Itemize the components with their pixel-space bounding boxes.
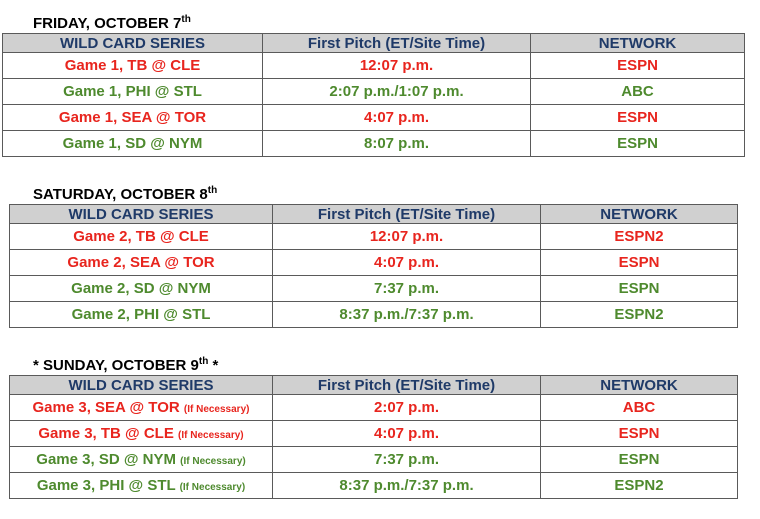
- header-network: NETWORK: [541, 376, 738, 395]
- table-row: [3, 53, 745, 79]
- day-title-friday: [33, 15, 191, 32]
- game-label: Game 2, SD @ NYM: [71, 280, 211, 297]
- table-row: [10, 302, 738, 328]
- first-pitch-cell: 8:37 p.m./7:37 p.m.: [273, 302, 541, 328]
- table-row: [10, 473, 738, 499]
- table-body: [3, 53, 745, 157]
- first-pitch-cell: 12:07 p.m.: [273, 224, 541, 250]
- day-label: FRIDAY, OCTOBER 7: [33, 15, 182, 32]
- first-pitch-cell: 7:37 p.m.: [273, 276, 541, 302]
- first-pitch-cell: 4:07 p.m.: [273, 250, 541, 276]
- table-header-row: [10, 205, 738, 224]
- game-label: Game 3, PHI @ STL: [36, 477, 176, 494]
- day-suffix: *: [208, 357, 219, 374]
- game-label: Game 1, PHI @ STL: [63, 83, 202, 100]
- schedule-table-saturday: [9, 204, 738, 328]
- day-label: SUNDAY, OCTOBER 9: [43, 357, 199, 374]
- header-series: WILD CARD SERIES: [10, 376, 273, 395]
- table-row: [10, 447, 738, 473]
- first-pitch-cell: 4:07 p.m.: [263, 105, 531, 131]
- day-ordinal: th: [207, 185, 218, 196]
- game-label: Game 2, PHI @ STL: [71, 306, 211, 323]
- if-necessary-note: (If Necessary): [183, 404, 250, 415]
- game-label: Game 3, SD @ NYM: [36, 451, 176, 468]
- header-network: NETWORK: [541, 205, 738, 224]
- first-pitch-cell: 12:07 p.m.: [263, 53, 531, 79]
- first-pitch-cell: 2:07 p.m./1:07 p.m.: [263, 79, 531, 105]
- header-network: NETWORK: [531, 34, 745, 53]
- first-pitch-cell: 8:07 p.m.: [263, 131, 531, 157]
- network-cell: ABC: [541, 395, 738, 421]
- table-row: [10, 224, 738, 250]
- game-cell: [10, 250, 273, 276]
- game-cell: [10, 447, 273, 473]
- table-row: [3, 131, 745, 157]
- header-series: WILD CARD SERIES: [10, 205, 273, 224]
- day-label: SATURDAY, OCTOBER 8: [33, 186, 208, 203]
- day-prefix: *: [33, 357, 44, 374]
- game-cell: [10, 395, 273, 421]
- first-pitch-cell: 7:37 p.m.: [273, 447, 541, 473]
- day-title-sunday: [33, 357, 218, 374]
- header-series: WILD CARD SERIES: [3, 34, 263, 53]
- network-cell: ESPN: [541, 276, 738, 302]
- game-label: Game 3, SEA @ TOR: [32, 399, 180, 416]
- game-label: Game 1, SEA @ TOR: [58, 109, 207, 126]
- network-cell: ESPN: [541, 250, 738, 276]
- day-title-saturday: [33, 186, 217, 203]
- table-row: [10, 250, 738, 276]
- game-cell: [3, 131, 263, 157]
- game-label: Game 3, TB @ CLE: [38, 425, 174, 442]
- network-cell: ESPN2: [541, 473, 738, 499]
- game-cell: [10, 224, 273, 250]
- game-label: Game 2, SEA @ TOR: [67, 254, 215, 271]
- game-cell: [3, 79, 263, 105]
- network-cell: ESPN: [531, 53, 745, 79]
- network-cell: ESPN: [531, 131, 745, 157]
- table-row: [10, 276, 738, 302]
- network-cell: ESPN2: [541, 302, 738, 328]
- table-body: [10, 395, 738, 499]
- day-ordinal: th: [181, 14, 191, 25]
- network-cell: ESPN: [541, 447, 738, 473]
- if-necessary-note: (If Necessary): [178, 430, 244, 441]
- game-cell: [10, 473, 273, 499]
- first-pitch-cell: 8:37 p.m./7:37 p.m.: [273, 473, 541, 499]
- network-cell: ESPN: [531, 105, 745, 131]
- game-cell: [3, 105, 263, 131]
- game-cell: [10, 421, 273, 447]
- if-necessary-note: (If Necessary): [179, 482, 246, 493]
- table-row: [10, 421, 738, 447]
- game-label: Game 2, TB @ CLE: [73, 228, 209, 245]
- game-label: Game 1, SD @ NYM: [62, 135, 203, 152]
- schedule-table-friday: [2, 33, 745, 157]
- network-cell: ESPN2: [541, 224, 738, 250]
- table-row: [3, 105, 745, 131]
- header-first-pitch: First Pitch (ET/Site Time): [263, 34, 531, 53]
- table-row: [10, 395, 738, 421]
- game-cell: [10, 302, 273, 328]
- table-header-row: [3, 34, 745, 53]
- first-pitch-cell: 4:07 p.m.: [273, 421, 541, 447]
- table-body: [10, 224, 738, 328]
- schedule-table-sunday: [9, 375, 738, 499]
- if-necessary-note: (If Necessary): [180, 456, 246, 467]
- game-cell: [3, 53, 263, 79]
- first-pitch-cell: 2:07 p.m.: [273, 395, 541, 421]
- game-cell: [10, 276, 273, 302]
- day-ordinal: th: [198, 356, 209, 367]
- header-first-pitch: First Pitch (ET/Site Time): [273, 205, 541, 224]
- table-header-row: [10, 376, 738, 395]
- table-row: [3, 79, 745, 105]
- network-cell: ESPN: [541, 421, 738, 447]
- network-cell: ABC: [531, 79, 745, 105]
- header-first-pitch: First Pitch (ET/Site Time): [273, 376, 541, 395]
- game-label: Game 1, TB @ CLE: [64, 57, 201, 74]
